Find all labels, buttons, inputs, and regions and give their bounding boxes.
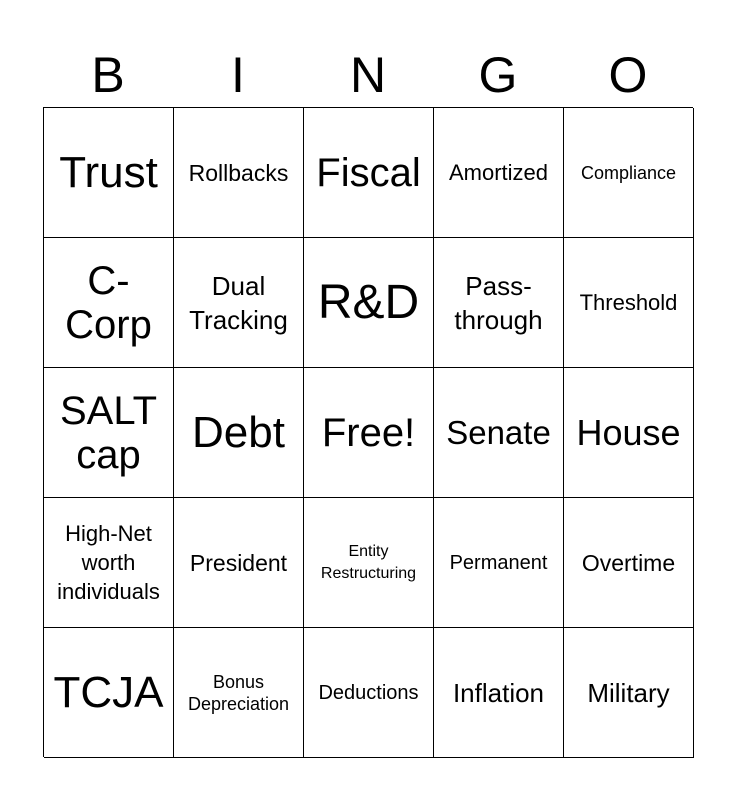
cell-label: Rollbacks: [188, 159, 289, 186]
header-letter-n: N: [349, 47, 387, 103]
bingo-cell-fiscal[interactable]: [304, 108, 434, 238]
cell-label: Inflation: [452, 677, 545, 708]
bingo-cell-r-and-d[interactable]: [304, 238, 434, 368]
bingo-cell-senate[interactable]: [434, 368, 564, 498]
cell-label: Debt: [192, 407, 285, 457]
cell-label: Amortized: [448, 160, 549, 185]
bingo-board: [43, 107, 693, 757]
bingo-cell-high-net-worth[interactable]: [44, 498, 174, 628]
cell-label: Military: [587, 677, 670, 708]
bingo-cell-deductions[interactable]: [304, 628, 434, 758]
bingo-cell-rollbacks[interactable]: [174, 108, 304, 238]
bingo-cell-military[interactable]: [564, 628, 694, 758]
header-letter-o: O: [608, 47, 648, 103]
cell-label: Fiscal: [316, 150, 421, 195]
bingo-cell-debt[interactable]: [174, 368, 304, 498]
cell-label: C-Corp: [65, 258, 152, 347]
bingo-cell-pass-through[interactable]: [434, 238, 564, 368]
bingo-cell-president[interactable]: [174, 498, 304, 628]
cell-label: Free!: [321, 410, 416, 455]
bingo-cell-tcja[interactable]: [44, 628, 174, 758]
header-letter-i: I: [231, 47, 245, 103]
bingo-cell-inflation[interactable]: [434, 628, 564, 758]
bingo-cell-c-corp[interactable]: [44, 238, 174, 368]
cell-label: R&D: [317, 275, 420, 329]
cell-label: President: [189, 549, 288, 576]
bingo-cell-dual-tracking[interactable]: [174, 238, 304, 368]
bingo-cell-trust[interactable]: [44, 108, 174, 238]
cell-label: SALT cap: [59, 388, 158, 477]
bingo-cell-house[interactable]: [564, 368, 694, 498]
bingo-cell-entity-restructuring[interactable]: [304, 498, 434, 628]
cell-label: Bonus Depreciation: [187, 671, 290, 714]
bingo-cell-salt-cap[interactable]: [44, 368, 174, 498]
cell-label: Entity Restructuring: [320, 542, 417, 582]
cell-label: Permanent: [449, 551, 548, 574]
cell-label: Overtime: [581, 549, 676, 576]
bingo-cell-compliance[interactable]: [564, 108, 694, 238]
bingo-cell-free[interactable]: [304, 368, 434, 498]
cell-label: Trust: [59, 147, 158, 197]
bingo-cell-permanent[interactable]: [434, 498, 564, 628]
header-letter-b: B: [91, 47, 125, 103]
cell-label: House: [576, 411, 681, 453]
cell-label: TCJA: [53, 667, 164, 717]
cell-label: Compliance: [580, 162, 677, 183]
cell-label: Senate: [446, 413, 551, 451]
cell-label: Threshold: [579, 290, 678, 315]
bingo-cell-amortized[interactable]: [434, 108, 564, 238]
header-letter-g: G: [478, 47, 518, 103]
bingo-header: [43, 44, 693, 108]
bingo-cell-overtime[interactable]: [564, 498, 694, 628]
bingo-cell-bonus-depreciation[interactable]: [174, 628, 304, 758]
bingo-cell-threshold[interactable]: [564, 238, 694, 368]
cell-label: Deductions: [318, 681, 419, 704]
cell-label: High-Net worth individuals: [57, 521, 160, 604]
cell-label: Dual Tracking: [189, 270, 288, 335]
cell-label: Pass-through: [454, 270, 543, 335]
